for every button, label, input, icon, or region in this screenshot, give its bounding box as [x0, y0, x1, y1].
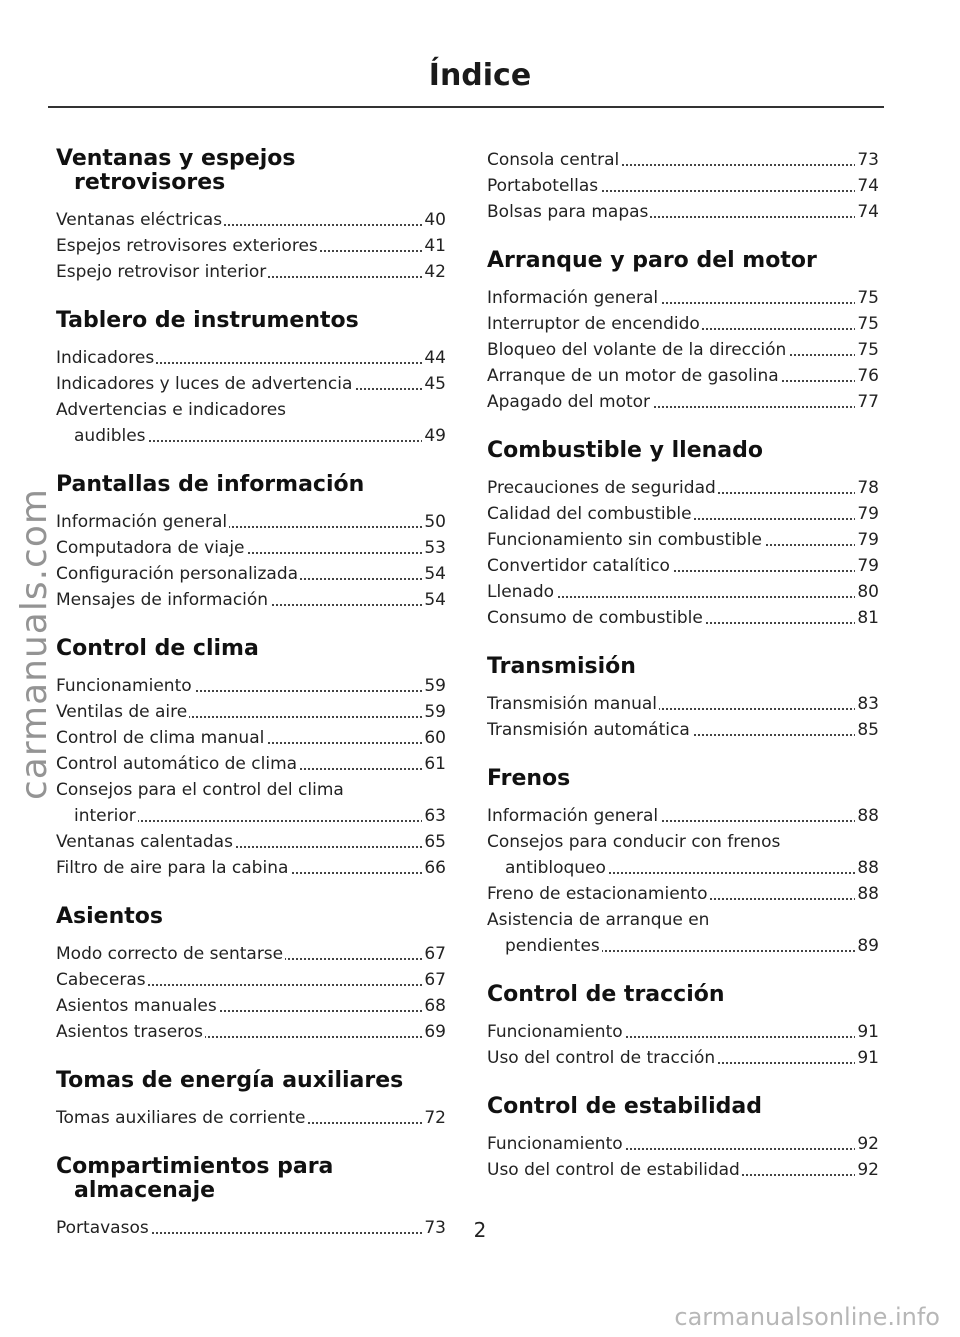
entry-title: Ventilas de aire: [56, 702, 188, 722]
entry-title-continued: audibles: [74, 426, 146, 446]
entry-title: Ventanas calentadas: [56, 832, 233, 852]
section-heading: Asientos: [56, 904, 163, 929]
entry-page-number: 88: [855, 881, 879, 907]
entry-page-number: 75: [855, 311, 879, 337]
bottom-watermark: carmanualsonline.info: [674, 1303, 940, 1331]
entry-page-number: 73: [855, 147, 879, 173]
entry-page-number: 79: [855, 501, 879, 527]
toc-entry[interactable]: [487, 1157, 879, 1183]
page-number: 2: [473, 1218, 487, 1242]
entry-page-number: 54: [422, 587, 446, 613]
entry-title-continued: antibloqueo: [505, 858, 606, 878]
toc-entry[interactable]: [487, 475, 879, 501]
toc-entry[interactable]: [487, 363, 879, 389]
entry-title: Consejos para el control del clima: [56, 780, 344, 800]
toc-entry[interactable]: [56, 1105, 446, 1131]
toc-section: [487, 147, 879, 225]
toc-entry[interactable]: [56, 509, 446, 535]
entry-title: Asientos manuales: [56, 996, 217, 1016]
entry-title: Advertencias e indicadores: [56, 400, 287, 420]
entry-page-number: 88: [855, 855, 879, 881]
entry-title: Consumo de combustible: [487, 608, 703, 628]
toc-entry[interactable]: [487, 803, 879, 829]
entry-page-number: 67: [422, 967, 446, 993]
entry-title: Llenado: [487, 582, 555, 602]
entry-title: Freno de estacionamiento: [487, 884, 708, 904]
entry-title: Bloqueo del volante de la dirección: [487, 340, 787, 360]
toc-entry[interactable]: [56, 777, 446, 829]
entry-title: Espejo retrovisor interior: [56, 262, 267, 282]
section-heading: Tomas de energía auxiliares: [56, 1068, 404, 1093]
toc-entry[interactable]: [56, 673, 446, 699]
toc-entry[interactable]: [56, 587, 446, 613]
entry-title: Filtro de aire para la cabina: [56, 858, 289, 878]
entry-title: Indicadores: [56, 348, 155, 368]
toc-entry[interactable]: [487, 579, 879, 605]
toc-entry[interactable]: [487, 311, 879, 337]
section-heading: Arranque y paro del motor: [487, 248, 817, 273]
toc-entry[interactable]: [56, 941, 446, 967]
entry-title: Cabeceras: [56, 970, 146, 990]
toc-entry[interactable]: [487, 527, 879, 553]
toc-section: [56, 473, 446, 613]
toc-section: [487, 439, 879, 631]
entry-page-number: 40: [422, 207, 446, 233]
entry-title: Control automático de clima: [56, 754, 298, 774]
entry-title: Información general: [56, 512, 228, 532]
entry-page-number: 76: [855, 363, 879, 389]
entry-title: Arranque de un motor de gasolina: [487, 366, 779, 386]
entry-page-number: 73: [422, 1215, 446, 1241]
entry-page-number: 41: [422, 233, 446, 259]
entry-page-number: 68: [422, 993, 446, 1019]
entry-page-number: 44: [422, 345, 446, 371]
entry-page-number: 54: [422, 561, 446, 587]
toc-entry[interactable]: [56, 993, 446, 1019]
toc-entry[interactable]: [487, 1131, 879, 1157]
entry-page-number: 79: [855, 553, 879, 579]
section-heading: Ventanas y espejos retrovisores: [56, 146, 296, 195]
title-divider: [48, 106, 884, 108]
entry-page-number: 65: [422, 829, 446, 855]
entry-title: Portavasos: [56, 1218, 149, 1238]
entry-page-number: 59: [422, 673, 446, 699]
entry-page-number: 75: [855, 337, 879, 363]
entry-page-number: 79: [855, 527, 879, 553]
section-heading: Transmisión: [487, 654, 636, 679]
toc-entry[interactable]: [487, 881, 879, 907]
entry-page-number: 50: [422, 509, 446, 535]
entry-page-number: 83: [855, 691, 879, 717]
toc-entry[interactable]: [487, 691, 879, 717]
toc-right-column: [487, 147, 879, 1207]
entry-title: Información general: [487, 288, 659, 308]
entry-page-number: 72: [422, 1105, 446, 1131]
entry-page-number: 42: [422, 259, 446, 285]
toc-entry[interactable]: [56, 397, 446, 449]
entry-title: Mensajes de información: [56, 590, 269, 610]
entry-page-number: 92: [855, 1131, 879, 1157]
toc-entry[interactable]: [56, 233, 446, 259]
toc-entry[interactable]: [487, 553, 879, 579]
toc-entry[interactable]: [56, 699, 446, 725]
entry-title: Convertidor catalítico: [487, 556, 670, 576]
entry-title: Precauciones de seguridad: [487, 478, 716, 498]
section-heading: Tablero de instrumentos: [56, 308, 359, 333]
entry-page-number: 89: [855, 933, 879, 959]
entry-title: Configuración personalizada: [56, 564, 299, 584]
entry-page-number: 78: [855, 475, 879, 501]
entry-title-continued: pendientes: [505, 936, 600, 956]
entry-title: Información general: [487, 806, 659, 826]
entry-page-number: 88: [855, 803, 879, 829]
toc-entry[interactable]: [56, 751, 446, 777]
toc-entry[interactable]: [487, 173, 879, 199]
toc-section: [56, 147, 446, 285]
entry-page-number: 45: [422, 371, 446, 397]
toc-entry[interactable]: [56, 259, 446, 285]
toc-left-column: [56, 147, 446, 1265]
entry-title: Tomas auxiliares de corriente: [56, 1108, 306, 1128]
toc-entry[interactable]: [56, 855, 446, 881]
toc-entry[interactable]: [56, 561, 446, 587]
toc-entry[interactable]: [56, 371, 446, 397]
entry-title: Calidad del combustible: [487, 504, 692, 524]
toc-entry[interactable]: [56, 725, 446, 751]
entry-title: Computadora de viaje: [56, 538, 245, 558]
section-heading: Compartimientos para almacenaje: [56, 1154, 334, 1203]
toc-entry[interactable]: [56, 1019, 446, 1045]
entry-title: Asistencia de arranque en: [487, 910, 710, 930]
entry-page-number: 91: [855, 1045, 879, 1071]
toc-entry[interactable]: [487, 717, 879, 743]
entry-page-number: 67: [422, 941, 446, 967]
entry-page-number: 60: [422, 725, 446, 751]
entry-page-number: 59: [422, 699, 446, 725]
section-heading: Frenos: [487, 766, 571, 791]
entry-title: Consola central: [487, 150, 620, 170]
entry-title: Ventanas eléctricas: [56, 210, 223, 230]
toc-section: [487, 983, 879, 1071]
entry-page-number: 74: [855, 173, 879, 199]
entry-page-number: 81: [855, 605, 879, 631]
entry-title: Modo correcto de sentarse: [56, 944, 284, 964]
entry-title: Espejos retrovisores exteriores: [56, 236, 318, 256]
section-heading: Control de clima: [56, 636, 259, 661]
entry-title: Consejos para conducir con frenos: [487, 832, 781, 852]
toc-section: [56, 309, 446, 449]
entry-title: Transmisión automática: [487, 720, 690, 740]
toc-entry[interactable]: [487, 907, 879, 959]
toc-entry[interactable]: [487, 389, 879, 415]
toc-section: [56, 905, 446, 1045]
entry-title: Uso del control de tracción: [487, 1048, 716, 1068]
entry-title: Apagado del motor: [487, 392, 651, 412]
toc-entry[interactable]: [487, 1045, 879, 1071]
entry-title: Indicadores y luces de advertencia: [56, 374, 353, 394]
section-heading: Pantallas de información: [56, 472, 365, 497]
entry-page-number: 85: [855, 717, 879, 743]
entry-page-number: 80: [855, 579, 879, 605]
entry-page-number: 63: [422, 803, 446, 829]
toc-section: [56, 1069, 446, 1131]
entry-title: Funcionamiento: [487, 1022, 623, 1042]
entry-title: Transmisión manual: [487, 694, 658, 714]
entry-title: Uso del control de estabilidad: [487, 1160, 740, 1180]
entry-page-number: 61: [422, 751, 446, 777]
toc-entry[interactable]: [56, 967, 446, 993]
toc-section: [487, 1095, 879, 1183]
section-heading: Control de estabilidad: [487, 1094, 763, 1119]
section-heading: Combustible y llenado: [487, 438, 763, 463]
toc-entry[interactable]: [487, 147, 879, 173]
toc-entry[interactable]: [56, 207, 446, 233]
toc-section: [487, 655, 879, 743]
entry-page-number: 49: [422, 423, 446, 449]
entry-title: Funcionamiento: [487, 1134, 623, 1154]
entry-title: Asientos traseros: [56, 1022, 204, 1042]
toc-entry[interactable]: [487, 337, 879, 363]
toc-entry[interactable]: [56, 345, 446, 371]
toc-entry[interactable]: [487, 501, 879, 527]
entry-title: Control de clima manual: [56, 728, 265, 748]
entry-title: Bolsas para mapas: [487, 202, 649, 222]
entry-page-number: 75: [855, 285, 879, 311]
entry-page-number: 53: [422, 535, 446, 561]
entry-title: Interruptor de encendido: [487, 314, 700, 334]
entry-page-number: 66: [422, 855, 446, 881]
toc-section: [487, 767, 879, 959]
entry-title: Funcionamiento: [56, 676, 192, 696]
toc-entry[interactable]: [487, 1019, 879, 1045]
entry-title-continued: interior: [74, 806, 136, 826]
toc-entry[interactable]: [56, 829, 446, 855]
toc-entry[interactable]: [487, 285, 879, 311]
entry-page-number: 69: [422, 1019, 446, 1045]
section-heading: Control de tracción: [487, 982, 725, 1007]
entry-page-number: 77: [855, 389, 879, 415]
entry-title: Funcionamiento sin combustible: [487, 530, 762, 550]
entry-title: Portabotellas: [487, 176, 599, 196]
toc-section: [487, 249, 879, 415]
page-title: Índice: [428, 58, 532, 93]
entry-page-number: 92: [855, 1157, 879, 1183]
entry-page-number: 74: [855, 199, 879, 225]
toc-entry[interactable]: [487, 199, 879, 225]
toc-entry[interactable]: [487, 605, 879, 631]
side-watermark: carmanuals.com: [14, 488, 55, 800]
toc-entry[interactable]: [56, 535, 446, 561]
toc-entry[interactable]: [487, 829, 879, 881]
toc-section: [56, 637, 446, 881]
entry-page-number: 91: [855, 1019, 879, 1045]
